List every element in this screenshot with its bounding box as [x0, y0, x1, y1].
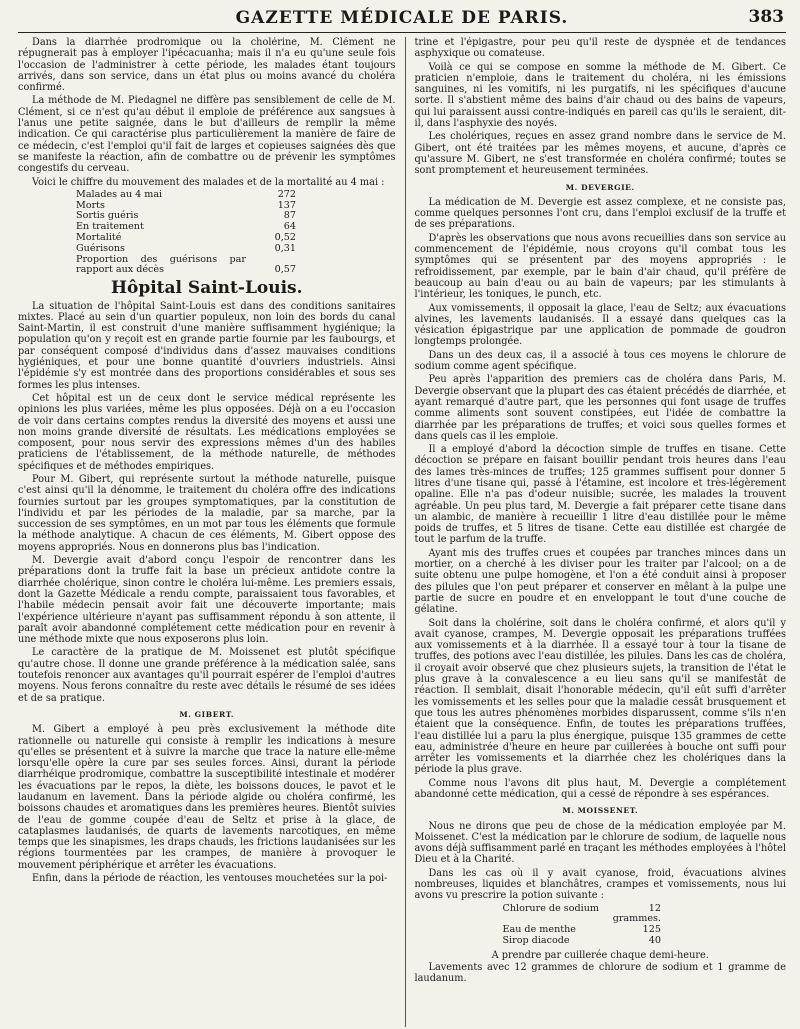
paragraph: Ayant mis des truffes crues et coupées par tranches minces dans un mortier, on a cherché à les diviser pour les traiter par l'alcool; on a de suite obtenu une pulpe homogène, et l'on a été conduit ainsi à proposer des pilules que l'on peut préparer et conserver en mêlant à la pulpe une partie de sucre en poudre et en enveloppant le tout d'une couche de gélatine. [414, 547, 786, 616]
table-value: 137 [277, 199, 296, 211]
paragraph: Soit dans la cholérine, soit dans le choléra confirmé, et alors qu'il y avait cyanose, crampes, M. Devergie opposait les préparations truffées aux vomissements et à la diarrhée. Il a essayé tour à tour la tisane de truffes, des potions avec l'eau distillée, les pilules. Dans les cas de choléra, il croyait avoir observé que chez plusieurs sujets, la transition de l'état le plus grave à la convalescence a eu lieu sans qu'il se manifestât de réaction. Il semblait, disait l'honorable médecin, qu'il eût suffi d'arrêter les vomissements et les selles pour que la maladie cessât brusquement et que tous les autres phénomènes morbides disparussent, comme s'ils n'en étaient que la conséquence. Enfin, de toutes les préparations truffées, l'eau distillée lui a paru la plus énergique, puisque 135 grammes de cette eau, administrée d'heure en heure par cuillerées à bouche ont suffi pour arrêter les vomissements et la diarrhée chez les cholériques dans la période la plus grave. [414, 617, 786, 776]
paragraph: Voilà ce qui se compose en somme la méthode de M. Gibert. Ce praticien n'emploie, dans le traitement du choléra, ni les émissions sanguines, ni les vomitifs, ni les purgatifs, ni les spécifiques d'aucune sorte. Il s'abstient même des bains d'air chaud ou des bains de vapeurs, qui lui paraissent aussi contre-indiqués en pareil cas qu'ils le seraient, dit-il, dans l'asphyxie des noyés. [414, 61, 786, 130]
table-value: 0,31 [274, 242, 296, 254]
table-label: Proportion des guérisons par rapport aux décès [76, 253, 246, 276]
table-label: Morts [76, 199, 105, 211]
table-row [76, 190, 296, 201]
paragraph: Enfin, dans la période de réaction, les ventouses mouchetées sur la poi- [32, 873, 388, 885]
paragraph: Nous ne dirons que peu de chose de la médication employée par M. Moissenet. C'est la médication par le chlorure de sodium, de laquelle nous avons déjà suffisamment parlé en traçant les méthodes employées à l'hôtel Dieu et à la Charité. [414, 820, 786, 866]
paragraph: Le caractère de la pratique de M. Moissenet est plutôt spécifique qu'autre chose. Il donne une grande préférence à la médication salée, sans toutefois renoncer aux avantages qu'il pourrait espérer de l'emploi d'autres moyens. Nous ferons connaître du reste avec détails le résumé de ses idées et de sa pratique. [18, 647, 396, 704]
paragraph: Dans les cas où il y avait cyanose, froid, évacuations alvines nombreuses, liquides et blanchâtres, crampes et vomissements, nous lui avons vu prescrire la potion suivante : [414, 867, 786, 902]
table-label: Sortis guéris [76, 210, 139, 222]
paragraph: Peu après l'apparition des premiers cas de choléra dans Paris, M. Devergie observant que la plupart des cas étaient précédés de diarrhée, et ayant remarqué d'autre part, que les personnes qui font usage de truffes comme aliments sont souvent constipées, eut l'idée de combattre la diarrhée par les préparations de truffes; et voici sous quelles formes et dans quels cas il les emploie. [414, 374, 786, 442]
paragraph: Cet hôpital est un de ceux dont le service médical représente les opinions les plus variées, même les plus opposées. Déjà on a eu l'occasion de voir dans certains comptes rendus la diversité des moyens et aussi une non moins grande diversité de résultats. Les médications employées se composent, pour nous servir des expressions mêmes d'un des habiles praticiens de l'établissement, de la méthode naturelle, de méthodes spécifiques et de méthodes empiriques. [18, 392, 396, 472]
table-value: 0,52 [274, 232, 296, 244]
paragraph: Les cholériques, reçues en assez grand nombre dans le service de M. Gibert, ont été traitées par les mêmes moyens, et aucune, d'après ce qu'assure M. Gibert, ne s'est transformée en choléra confirmé; toutes se sont promptement et heureusement terminées. [414, 131, 786, 177]
subsection-heading: M. DEVERGIE. [565, 182, 635, 192]
paragraph: La médication de M. Devergie est assez complexe, et ne consiste pas, comme quelques personnes l'ont cru, dans l'emploi exclusif de la truffe et de ses préparations. [414, 196, 786, 231]
paragraph: Pour M. Gibert, qui représente surtout la méthode naturelle, puisque c'est ainsi qu'il la dénomme, le traitement du choléra offre des indications fournies surtout par les groupes symptomatiques, par la constitution de l'individu et par les périodes de la maladie, par sa marche, par la succession de ses symptômes, en un mot par tous les éléments que formule la méthode analytique. A chacun de ces éléments, M. Gibert oppose des moyens appropriés. Nous en donnerons plus bas l'indication. [18, 473, 396, 553]
table-value: 64 [283, 221, 296, 233]
right-column [405, 37, 786, 1027]
table-value: 12 grammes. [612, 902, 661, 925]
journal-title: GAZETTE MÉDICALE DE PARIS. [235, 8, 569, 28]
table-label: Chlorure de sodium [502, 902, 599, 914]
table-value: 272 [277, 188, 296, 200]
section-heading: Hôpital Saint-Louis. [110, 278, 303, 299]
table-label: En traitement [76, 221, 144, 233]
table-row [76, 255, 296, 277]
paragraph: Aux vomissements, il opposait la glace, l'eau de Seltz; aux évacuations alvines, les lavements laudanisés. Il a essayé dans quelques cas la vésication épigastrique par une application de pommade de goudron longtemps prolongée. [414, 302, 786, 348]
table-label: Eau de menthe [502, 924, 576, 936]
table-value: 125 [642, 924, 661, 936]
paragraph: trine et l'épigastre, pour peu qu'il reste de dyspnée et de tendances asphyxique ou comateuse. [414, 37, 786, 60]
paragraph: Dans un des deux cas, il a associé à tous ces moyens le chlorure de sodium comme agent spécifique. [414, 349, 786, 373]
paragraph: Lavements avec 12 grammes de chlorure de sodium et 1 gramme de laudanum. [414, 962, 786, 985]
table-label: Guérisons [76, 242, 125, 254]
subsection-heading: M. MOISSENET. [562, 806, 639, 816]
formula-note: A prendre par cuillerée chaque demi-heure. [491, 949, 709, 961]
page-header [18, 6, 786, 33]
paragraph: Dans la diarrhée prodromique ou la cholérine, M. Clément ne répugnerait pas à employer l'ipécacuanha; mais il n'a eu qu'une seule fois l'occasion de l'administrer à cette période, les malades étant toujours arrivés, dans son service, dans un état plus ou moins avancé du choléra confirmé. [18, 37, 396, 94]
table-label: Malades au 4 mai [76, 188, 163, 200]
table-value: 0,57 [274, 264, 296, 276]
columns [18, 37, 786, 1027]
subsection-heading: M. GIBERT. [179, 709, 235, 719]
table-label: Mortalité [76, 232, 122, 244]
table-row [502, 936, 661, 947]
paragraph: La situation de l'hôpital Saint-Louis est dans des conditions sanitaires mixtes. Placé au sein d'un quartier populeux, non loin des bords du canal Saint-Martin, il est construit d'une manière suffisamment hygiénique; la population qu'on y reçoit est en grande partie fournie par les faubourgs, et par conséquent composé d'individus dans d'assez mauvaises conditions hygiéniques, et pour une bonne quantité d'ouvriers industriels. Ainsi l'épidémie s'y est montrée dans des proportions considérables et sous ses formes les plus intenses. [18, 300, 396, 391]
table-label: Sirop diacode [502, 935, 570, 947]
paragraph: D'après les observations que nous avons recueillies dans son service au commencement de l'épidémie, nous croyons qu'il combat tous les symptômes qui se présentent par des moyens appropriés : le refroidissement, par exemple, par le bain d'air chaud, qu'il préfère de beaucoup au bain d'eau ou au bain de vapeurs; par les stimulants à l'intérieur, les toniques, le punch, etc. [414, 232, 786, 301]
table-value: 87 [283, 210, 296, 222]
paragraph: La méthode de M. Piedagnel ne diffère pas sensiblement de celle de M. Clément, si ce n'est qu'au début il emploie de préférence aux sangsues à l'anus une petite saignée, dans le but d'ailleurs de remplir la même indication. Ce qui caractérise plus particulièrement la manière de faire de ce médecin, c'est l'emploi qu'il fait de larges et copieuses saignées dès que se manifeste la réaction, afin de combattre ou de prévenir les symptômes congestifs du cerveau. [18, 95, 396, 175]
table-row [502, 904, 661, 926]
formula-table [502, 904, 661, 947]
paragraph: Comme nous l'avons dit plus haut, M. Devergie a complétement abandonné cette médication, qui a cessé de répondre à ses espérances. [414, 777, 786, 800]
mortality-table [76, 190, 296, 276]
page-number: 383 [748, 7, 784, 27]
paragraph: M. Gibert a employé à peu près exclusivement la méthode dite rationnelle ou naturelle qui consiste à remplir les indications à mesure qu'elles se présentent et à suivre la marche que trace la nature elle-même lorsqu'elle opère la cure par ses seules forces. Ainsi, durant la période diarrhéique prodromique, combattre la susceptibilité intestinale et modérer les évacuations par le repos, la diète, les boissons douces, le pavot et le laudanum en lavement. Dans la période algide ou choléra confirmé, les boissons chaudes et aromatiques dans les premières heures. Bientôt suivies de l'eau de gomme coupée d'eau de Seltz et prise à la glace, de cataplasmes laudanisés, de quarts de lavements narcotiques, en même temps que les sinapismes, les draps chauds, les frictions laudanisées sur les régions tourmentées par les crampes, de manière à provoquer le mouvement périphérique et arrêter les évacuations. [18, 724, 396, 871]
left-column [18, 37, 395, 1027]
paragraph: Voici le chiffre du mouvement des malades et de la mortalité au 4 mai : [32, 176, 385, 188]
paragraph: Il a employé d'abord la décoction simple de truffes en tisane. Cette décoction se prépare en faisant bouillir pendant trois heures dans l'eau des lames très-minces de truffes; 125 grammes suffisent pour donner 5 litres d'une tisane qui, passé à l'étamine, est incolore et très-légèrement opaline. Elle n'a pas d'odeur nuisible; sucrée, les malades la trouvent agréable. Un peu plus tard, M. Devergie a fait préparer cette tisane dans un alambic, de manière à recueillir 1 litre d'eau distillée pour le même poids de truffes, et 5 litres de tisane. Cette eau distillée est chargée de tout le parfum de la truffe. [414, 444, 786, 546]
paragraph: M. Devergie avait d'abord conçu l'espoir de rencontrer dans les préparations dont la truffe fait la base un précieux antidote contre la diarrhée cholérique, sinon contre le choléra lui-même. Les premiers essais, dont la Gazette Médicale a rendu compte, paraissaient tous favorables, et l'habile médecin pensait avoir fait une découverte importante; mais l'expérience ultérieure n'ayant pas suffisamment répondu à son attente, il paraît avoir abandonné complétement cette médication pour en revenir à une méthode mixte que nous exposerons plus loin. [18, 555, 396, 646]
table-value: 40 [648, 935, 661, 947]
